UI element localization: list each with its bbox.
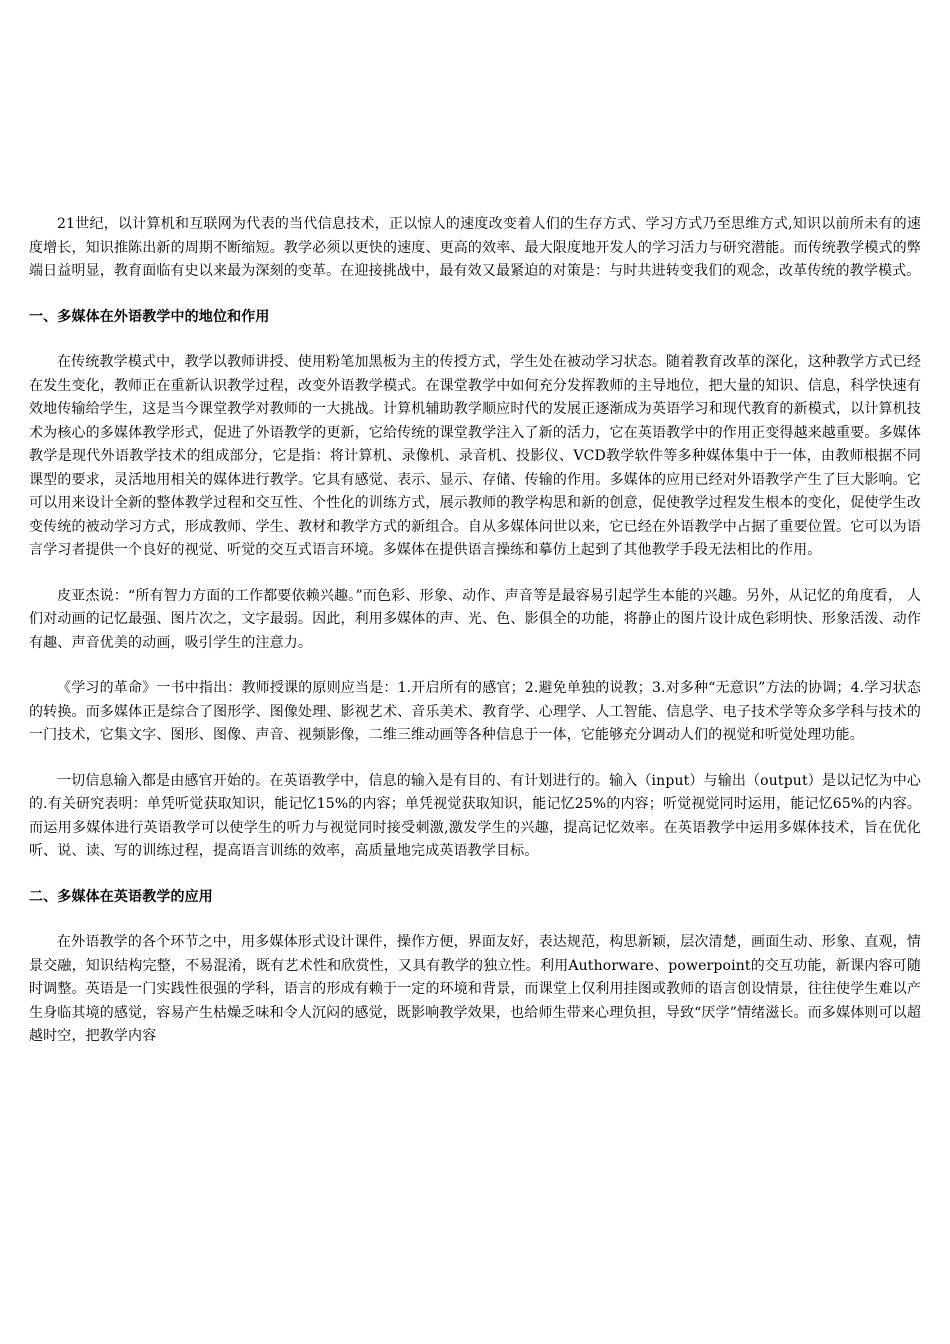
document-page (29, 213, 921, 1049)
paragraph-gap (29, 329, 921, 351)
paragraph-gap (29, 748, 921, 770)
section-1-paragraph-3: 《学习的革命》一书中指出：教师授课的原则应当是：1.开启所有的感官；2.避免单独的说教；3.对多种“无意识”方法的协调；4.学习状态的转换。而多媒体正是综合了图形学、图像处理、影视艺术、音乐美术、教育学、心理学、人工智能、信息学、电子技术学等众多学科与技术的一门技术，它集文字、图形、图像、声音、视频影像，二维三维动画等各种信息于一体，它能够充分调动人们的视觉和听觉处理功能。 (29, 680, 921, 743)
section-1-heading: 一、多媒体在外语教学中的地位和作用 (29, 308, 270, 325)
paragraph-gap (29, 563, 921, 585)
section-2-heading: 二、多媒体在英语教学的应用 (29, 888, 213, 905)
section-2-paragraph-1: 在外语教学的各个环节之中，用多媒体形式设计课件，操作方便，界面友好，表达规范，构思新颖，层次清楚，画面生动、形象、直观，情景交融，知识结构完整，不易混淆，既有艺术性和欣赏性，又具有教学的独立性。利用Authorware、powerpoint的交互功能，新课内容可随时调整。英语是一门实践性很强的学科，语言的形成有赖于一定的环境和背景，而课堂上仅利用挂图或教师的语言创设情景，往往使学生难以产生身临其境的感觉，容易产生枯燥乏味和令人沉闷的感觉，既影响教学效果，也给师生带来心理负担，导致“厌学”情绪滋长。而多媒体则可以超越时空，把教学内容 (29, 934, 921, 1044)
section-1-paragraph-2: 皮亚杰说：“所有智力方面的工作都要依赖兴趣。”而色彩、形象、动作、声音等是最容易引起学生本能的兴趣。另外，从记忆的角度看， 人们对动画的记忆最强、图片次之，文字最弱。因此，利用多媒体的声、光、色、影俱全的功能，将静止的图片设计成色彩明快、形象活泼、动作有趣、声音优美的动画，吸引学生的注意力。 (29, 587, 921, 651)
paragraph-gap (29, 284, 921, 306)
section-1-paragraph-1: 在传统教学模式中，教学以教师讲授、使用粉笔加黑板为主的传授方式，学生处在被动学习状态。随着教育改革的深化，这种教学方式已经在发生变化，教师正在重新认识教学过程，改变外语教学模式。在课堂教学中如何充分发挥教师的主导地位，把大量的知识、信息，科学快速有效地传输给学生，这是当今课堂教学对教师的一大挑战。计算机辅助教学顺应时代的发展正逐渐成为英语学习和现代教育的新模式，以计算机技术为核心的多媒体教学形式，促进了外语教学的更新，它给传统的课堂教学注入了新的活力，它在英语教学中的作用正变得越来越重要。多媒体教学是现代外语教学技术的组成部分，它是指：将计算机、录像机、录音机、投影仪、VCD教学软件等多种媒体集中于一体，由教师根据不同课型的要求，灵活地用相关的媒体进行教学。它具有感觉、表示、显示、存储、传输的作用。多媒体的应用已经对外语教学产生了巨大影响。它可以用来设计全新的整体教学过程和交互性、个性化的训练方式，展示教师的教学构思和新的创意，促使教学过程发生根本的变化，促使学生改变传统的被动学习方式，形成教师、学生、教材和教学方式的新组合。自从多媒体问世以来，它已经在外语教学中占据了重要位置。它可以为语言学习者提供一个良好的视觉、听觉的交互式语言环境。多媒体在提供语言操练和摹仿上起到了其他教学手段无法相比的作用。 (29, 354, 921, 558)
paragraph-gap (29, 864, 921, 886)
intro-paragraph: 21世纪，以计算机和互联网为代表的当代信息技术，正以惊人的速度改变着人们的生存方式、学习方式乃至思维方式,知识以前所未有的速度增长，知识推陈出新的周期不断缩短。教学必须以更快的速度、更高的效率、最大限度地开发人的学习活力与研究潜能。而传统教学模式的弊端日益明显，教育面临有史以来最为深刻的变革。在迎接挑战中，最有效又最紧迫的对策是：与时共进转变我们的观念，改革传统的教学模式。 (29, 216, 921, 279)
paragraph-gap (29, 909, 921, 931)
paragraph-gap (29, 655, 921, 677)
section-1-paragraph-4: 一切信息输入都是由感官开始的。在英语教学中，信息的输入是有目的、有计划进行的。输入（input）与输出（output）是以记忆为中心的.有关研究表明：单凭听觉获取知识，能记忆15%的内容；单凭视觉获取知识，能记忆25%的内容；听觉视觉同时运用，能记忆65%的内容。而运用多媒体进行英语教学可以使学生的听力与视觉同时接受刺激,激发学生的兴趣，提高记忆效率。在英语教学中运用多媒体技术，旨在优化听、说、读、写的训练过程，提高语言训练的效率，高质量地完成英语教学目标。 (29, 772, 921, 859)
